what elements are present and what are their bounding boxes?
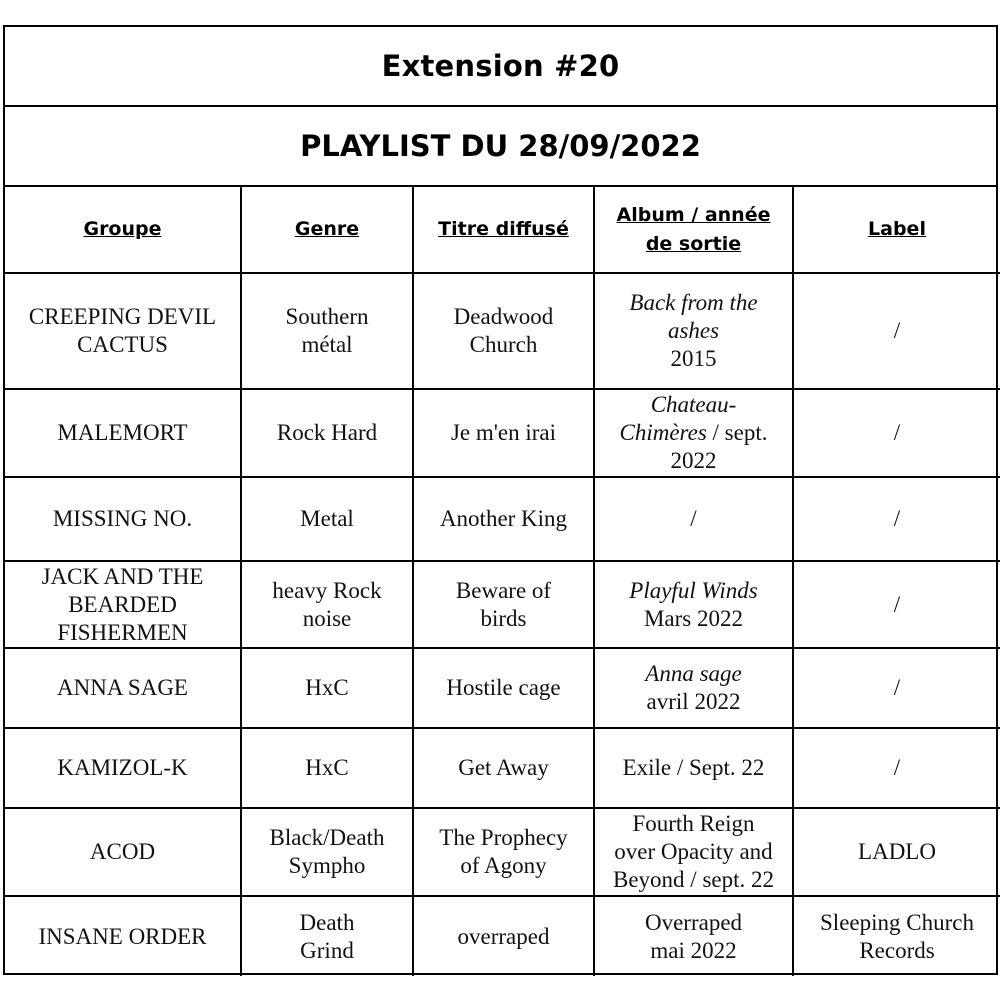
cell-label: /	[793, 561, 1000, 648]
groupe-line: BEARDED	[68, 591, 177, 617]
cell-groupe: MISSING NO.	[5, 477, 241, 561]
titre-line: Deadwood	[453, 304, 554, 329]
subtitle-text: PLAYLIST DU 28/09/2022	[300, 129, 701, 163]
genre-line: Southern	[285, 304, 369, 329]
cell-genre: Rock Hard	[241, 389, 413, 477]
titre-line: Church	[469, 332, 538, 357]
cell-titre	[413, 808, 594, 896]
cell-album	[594, 896, 793, 976]
playlist-date-heading	[5, 107, 996, 187]
cell-titre: Je m'en irai	[413, 389, 594, 477]
header-label: Label	[793, 187, 1000, 273]
genre-line: Black/Death	[269, 825, 385, 850]
cell-album	[594, 273, 793, 389]
cell-groupe: ANNA SAGE	[5, 648, 241, 728]
table-row	[5, 273, 1000, 389]
cell-label	[793, 896, 1000, 976]
cell-titre: Hostile cage	[413, 648, 594, 728]
header-row	[5, 187, 1000, 273]
cell-album	[594, 648, 793, 728]
cell-label: LADLO	[793, 808, 1000, 896]
groupe-line: JACK AND THE	[41, 563, 204, 589]
genre-line: Sympho	[288, 853, 366, 878]
cell-groupe: ACOD	[5, 808, 241, 896]
album-line: over Opacity and	[614, 839, 773, 864]
cell-genre	[241, 561, 413, 648]
album-title-line: Playful Winds	[629, 577, 758, 603]
header-genre: Genre	[241, 187, 413, 273]
genre-line: Death	[299, 909, 355, 935]
page-title	[5, 27, 996, 107]
title-text: Extension #20	[381, 49, 620, 83]
cell-groupe	[5, 273, 241, 389]
header-titre: Titre diffusé	[413, 187, 594, 273]
genre-line: noise	[302, 605, 352, 631]
album-title-line: Anna sage	[645, 661, 742, 686]
album-year: 2015	[670, 346, 717, 371]
album-title-line: Chimères	[619, 420, 707, 445]
album-line: Fourth Reign	[632, 811, 755, 836]
header-album-line1: Album / année	[616, 203, 771, 226]
cell-groupe: INSANE ORDER	[5, 896, 241, 976]
groupe-line: CACTUS	[77, 332, 168, 357]
table-row	[5, 648, 1000, 728]
groupe-line: FISHERMEN	[57, 619, 188, 645]
cell-genre	[241, 273, 413, 389]
cell-label: /	[793, 648, 1000, 728]
cell-groupe: MALEMORT	[5, 389, 241, 477]
cell-genre	[241, 896, 413, 976]
table-row	[5, 728, 1000, 808]
playlist-sheet	[3, 25, 998, 975]
album-title-line: Chateau-	[650, 392, 737, 417]
cell-groupe: KAMIZOL-K	[5, 728, 241, 808]
label-line: Sleeping Church	[820, 909, 974, 935]
cell-label: /	[793, 273, 1000, 389]
table-row	[5, 896, 1000, 976]
cell-label: /	[793, 389, 1000, 477]
album-line: Overraped	[644, 909, 743, 935]
cell-album: Exile / Sept. 22	[594, 728, 793, 808]
cell-genre: HxC	[241, 648, 413, 728]
cell-album: /	[594, 477, 793, 561]
titre-line: The Prophecy	[439, 825, 568, 850]
titre-line: Beware of	[455, 577, 552, 603]
genre-line: Grind	[300, 937, 354, 963]
label-line: Records	[859, 937, 935, 963]
album-date: / sept.	[712, 420, 768, 445]
table-row	[5, 477, 1000, 561]
cell-genre: Metal	[241, 477, 413, 561]
cell-titre: Another King	[413, 477, 594, 561]
album-year: 2022	[670, 448, 717, 473]
cell-titre	[413, 273, 594, 389]
header-album	[594, 187, 793, 273]
album-line: Beyond / sept. 22	[613, 867, 774, 892]
titre-line: birds	[480, 605, 527, 631]
album-date: Mars 2022	[643, 605, 744, 631]
cell-titre	[413, 561, 594, 648]
album-title-line: Back from the	[629, 290, 758, 315]
cell-album	[594, 808, 793, 896]
album-date: avril 2022	[646, 689, 741, 714]
titre-line: of Agony	[460, 853, 547, 878]
cell-label: /	[793, 728, 1000, 808]
table-row	[5, 389, 1000, 477]
header-groupe: Groupe	[5, 187, 241, 273]
table-row	[5, 808, 1000, 896]
cell-genre	[241, 808, 413, 896]
cell-titre: Get Away	[413, 728, 594, 808]
album-line: mai 2022	[650, 937, 737, 963]
album-title-line: ashes	[667, 318, 720, 343]
playlist-table	[5, 187, 1000, 976]
cell-genre: HxC	[241, 728, 413, 808]
cell-groupe	[5, 561, 241, 648]
cell-label: /	[793, 477, 1000, 561]
table-row	[5, 561, 1000, 648]
cell-titre: overraped	[413, 896, 594, 976]
cell-album	[594, 561, 793, 648]
genre-line: métal	[301, 332, 353, 357]
cell-album	[594, 389, 793, 477]
header-album-line2: de sortie	[645, 232, 742, 255]
genre-line: heavy Rock	[272, 577, 382, 603]
groupe-line: CREEPING DEVIL	[28, 304, 217, 329]
